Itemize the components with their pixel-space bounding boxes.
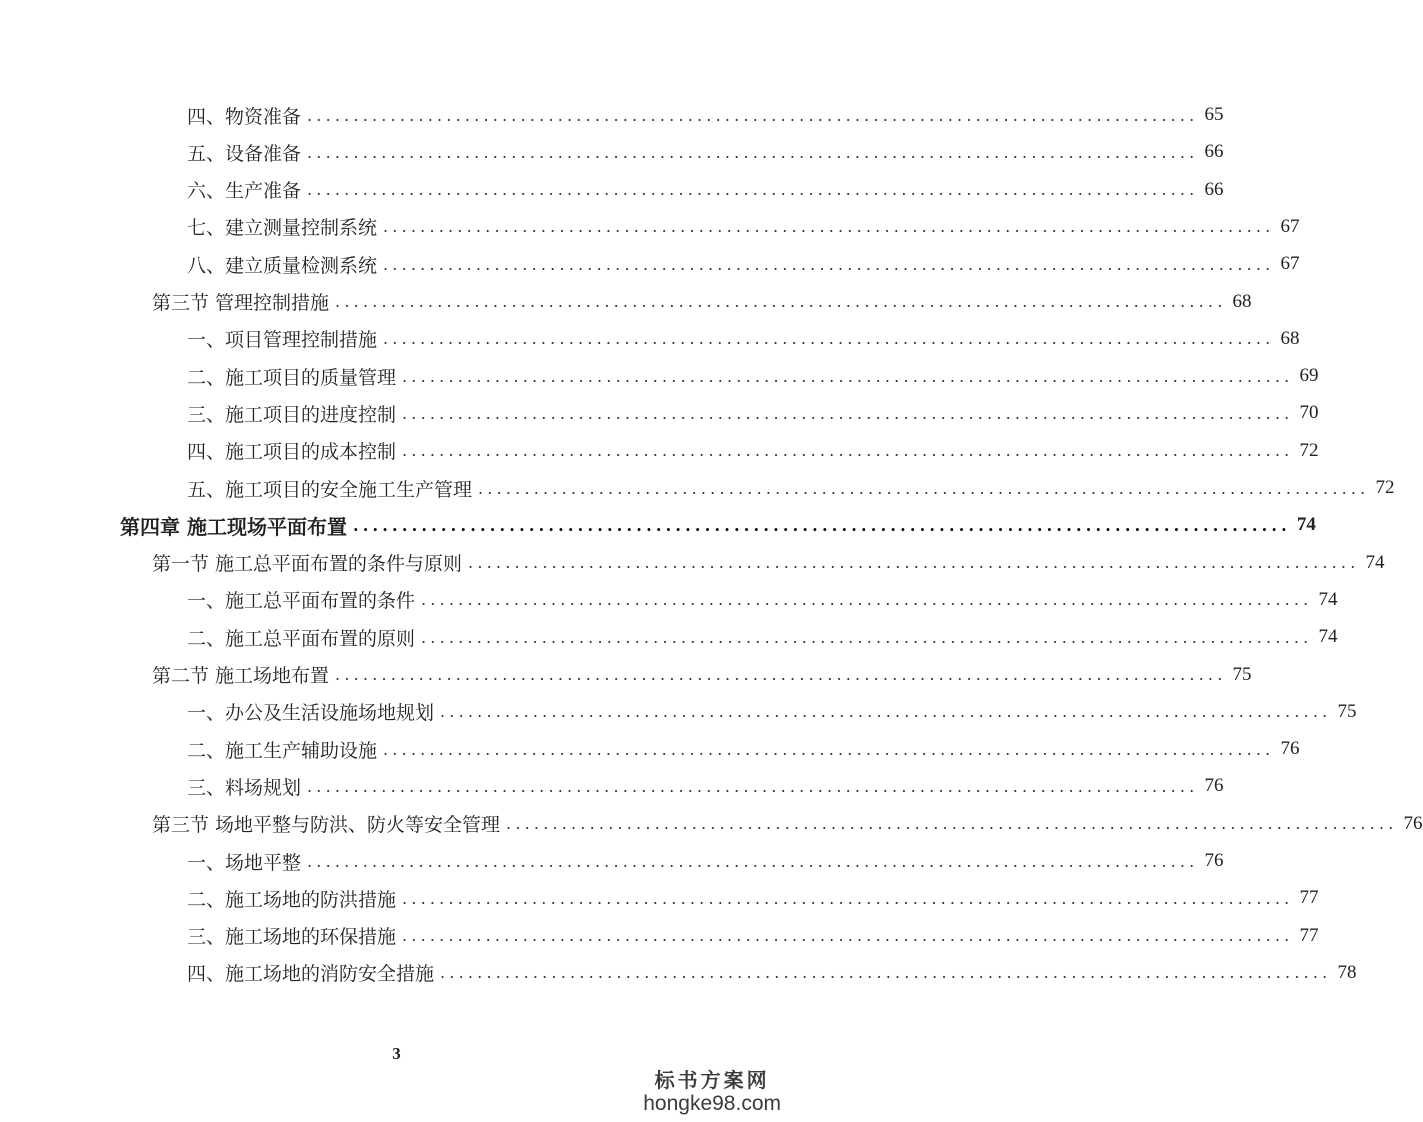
dot-leader: ................................................................................................ (402, 403, 1294, 423)
toc-entry-label: 一、场地平整 (187, 851, 302, 874)
toc-entry-page: 77 (1299, 924, 1319, 946)
toc-entry-page: 72 (1299, 439, 1319, 461)
toc-entry[interactable] (187, 585, 1338, 615)
watermark-url: hongke98.com (643, 1092, 781, 1115)
dot-leader: ................................................................................................ (307, 180, 1199, 200)
toc-entry[interactable] (187, 697, 1357, 727)
dot-leader: ................................................................................................ (402, 441, 1294, 461)
toc-entry[interactable] (187, 175, 1224, 205)
dot-leader: ................................................................................................ (402, 888, 1294, 908)
toc-entry-page: 74 (1318, 588, 1338, 610)
dot-leader: ................................................................................................ (335, 665, 1227, 684)
toc-entry[interactable] (187, 473, 1395, 503)
toc-entry[interactable] (187, 249, 1300, 279)
dot-leader: ................................................................................................ (421, 627, 1313, 647)
site-watermark (643, 1068, 781, 1116)
toc-entry-label: 三、料场规划 (187, 776, 302, 799)
dot-leader: ................................................................................................ (307, 142, 1199, 162)
dot-leader: ................................................................................................ (383, 254, 1275, 274)
toc-entry[interactable] (152, 809, 1423, 839)
toc-entry-label: 八、建立质量检测系统 (187, 254, 378, 277)
toc-entry-label: 七、建立测量控制系统 (187, 217, 378, 240)
toc-entry-label: 第二节 施工场地布置 (152, 665, 330, 687)
toc-entry[interactable] (187, 398, 1319, 428)
toc-entry-page: 67 (1280, 215, 1300, 237)
toc-entry-page: 75 (1337, 700, 1357, 722)
toc-entry-page: 67 (1280, 253, 1300, 275)
toc-entry-label: 五、施工项目的安全施工生产管理 (187, 478, 473, 501)
toc-entry-label: 第三节 场地平整与防洪、防火等安全管理 (152, 814, 501, 837)
toc-entry[interactable] (187, 883, 1319, 913)
toc-entry-page: 76 (1204, 850, 1224, 871)
toc-entry-page: 70 (1299, 402, 1319, 424)
toc-entry-page: 76 (1204, 775, 1224, 797)
watermark-cn: 标书方案网 (654, 1068, 770, 1092)
toc-entry-page: 74 (1318, 626, 1338, 648)
toc-entry-label: 三、施工场地的环保措施 (187, 926, 397, 949)
toc-entry-page: 66 (1204, 178, 1224, 200)
toc-entry-label: 五、设备准备 (187, 142, 302, 165)
dot-leader: ................................................................................................ (402, 366, 1294, 386)
toc-entry[interactable] (187, 771, 1224, 801)
toc-entry-label: 二、施工总平面布置的原则 (187, 627, 416, 650)
toc-entry[interactable] (187, 100, 1224, 130)
toc-entry[interactable] (187, 361, 1319, 391)
dot-leader: ................................................................................................ (307, 105, 1199, 125)
dot-leader: ................................................................................................ (383, 217, 1275, 237)
toc-entry-page: 75 (1232, 663, 1252, 685)
toc-entry-label: 二、施工生产辅助设施 (187, 739, 378, 762)
toc-entry-page: 68 (1280, 327, 1300, 349)
toc-entry-page: 74 (1365, 551, 1385, 573)
toc-entry[interactable] (187, 921, 1319, 951)
toc-entry-label: 一、办公及生活设施场地规划 (187, 702, 435, 725)
toc-entry-label: 第四章 施工现场平面布置 (120, 514, 347, 539)
dot-leader: ................................................................................................ (352, 515, 1291, 535)
toc-entry[interactable] (187, 734, 1300, 764)
toc-entry[interactable] (187, 846, 1224, 876)
page-number: 3 (392, 1044, 401, 1063)
toc-entry-page: 65 (1204, 104, 1224, 125)
toc-entry-label: 六、生产准备 (187, 180, 302, 203)
dot-leader: ................................................................................................ (440, 702, 1332, 722)
toc-entry-label: 三、施工项目的进度控制 (187, 403, 397, 426)
toc-entry-label: 第三节 管理控制措施 (152, 292, 330, 314)
toc-entry-label: 四、施工项目的成本控制 (187, 441, 397, 464)
toc-entry-label: 一、项目管理控制措施 (187, 329, 378, 352)
toc-entry[interactable] (187, 436, 1319, 466)
toc-entry-label: 一、施工总平面布置的条件 (187, 590, 416, 613)
dot-leader: ................................................................................................ (421, 590, 1313, 610)
dot-leader: ................................................................................................ (478, 478, 1370, 498)
toc-entry-label: 第一节 施工总平面布置的条件与原则 (152, 553, 463, 576)
toc-entry-label: 二、施工项目的质量管理 (187, 366, 397, 389)
toc-entry-page: 76 (1403, 812, 1423, 834)
dot-leader: ................................................................................................ (383, 329, 1275, 349)
dot-leader: ................................................................................................ (440, 963, 1332, 983)
dot-leader: ................................................................................................ (307, 851, 1199, 871)
dot-leader: ................................................................................................ (468, 553, 1360, 573)
toc-entry-label: 二、施工场地的防洪措施 (187, 888, 397, 911)
dot-leader: ................................................................................................ (506, 814, 1398, 834)
toc-entry[interactable] (152, 548, 1385, 578)
toc-entry[interactable] (187, 324, 1300, 354)
toc-entry-page: 78 (1337, 961, 1357, 983)
dot-leader: ................................................................................................ (383, 739, 1275, 759)
toc-entry-page: 74 (1296, 514, 1316, 536)
toc-entry[interactable] (152, 287, 1252, 317)
toc-entry[interactable] (187, 958, 1357, 988)
dot-leader: ................................................................................................ (402, 926, 1294, 946)
toc-entry-label: 四、物资准备 (187, 105, 302, 128)
toc-entry-page: 76 (1280, 738, 1300, 760)
toc-entry-page: 77 (1299, 887, 1319, 909)
toc-entry-page: 69 (1299, 365, 1319, 387)
dot-leader: ................................................................................................ (335, 292, 1227, 311)
toc-entry[interactable] (152, 660, 1252, 690)
toc-entry[interactable] (120, 510, 1316, 540)
toc-entry[interactable] (187, 622, 1338, 652)
toc-entry-label: 四、施工场地的消防安全措施 (187, 963, 435, 986)
toc-entry-page: 66 (1204, 141, 1224, 163)
toc-entry[interactable] (187, 212, 1300, 242)
dot-leader: ................................................................................................ (307, 776, 1199, 796)
toc-entry-page: 68 (1232, 290, 1252, 312)
toc-entry[interactable] (187, 137, 1224, 167)
toc-entry-page: 72 (1375, 477, 1395, 498)
